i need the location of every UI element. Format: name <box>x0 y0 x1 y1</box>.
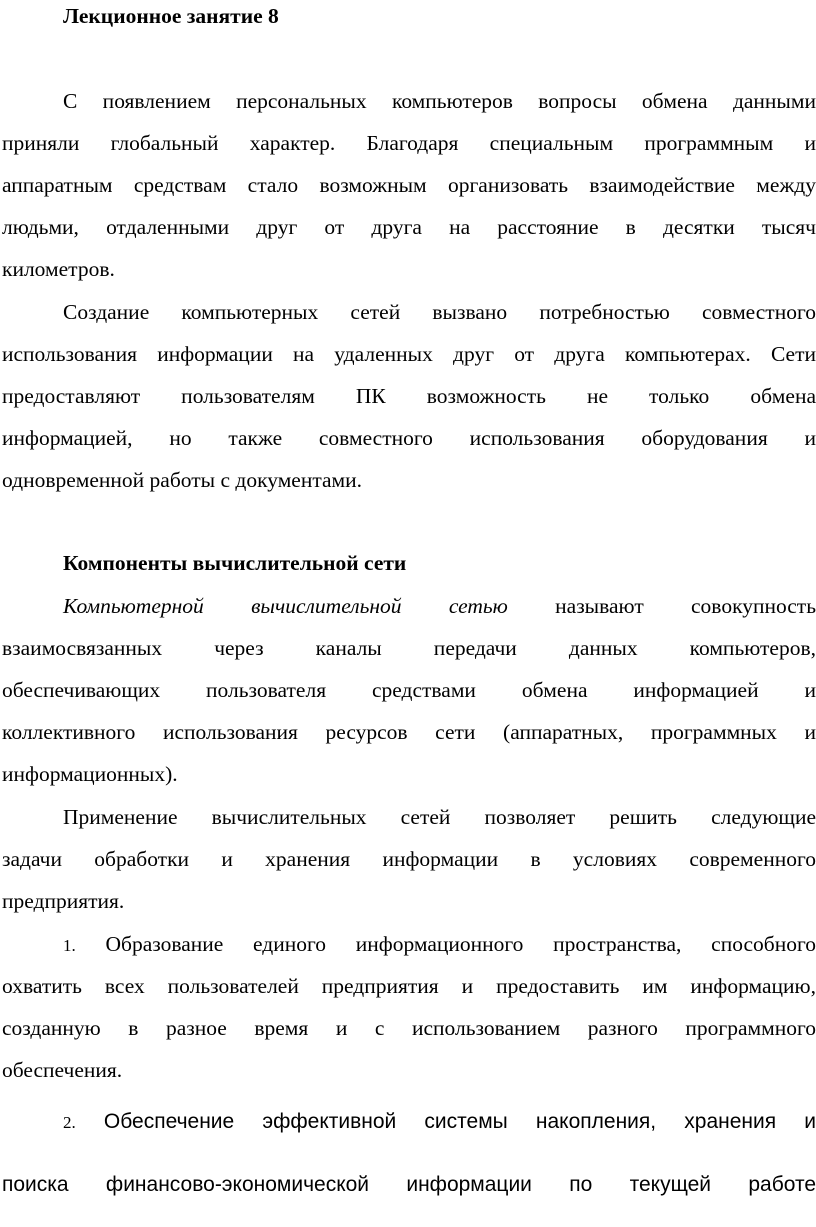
list-item-first-line <box>63 1110 816 1134</box>
paragraph-line: Создание компьютерных сетей вызвано потребностью совместного <box>63 300 816 324</box>
list-item-number: 2. <box>63 1113 76 1132</box>
definition-text: называют совокупность <box>555 594 816 618</box>
list-item-text: Образование единого информационного пространства, способного <box>105 932 816 956</box>
paragraph-line <box>63 594 816 619</box>
list-item-first-line <box>63 932 816 957</box>
paragraph-line: километров. <box>2 257 115 281</box>
paragraph-line: коллективного использования ресурсов сети (аппаратных, программных и <box>2 720 816 744</box>
list-item-text: Обеспечение эффективной системы накопления, хранения и <box>103 1110 816 1133</box>
list-item-number: 1. <box>63 936 76 955</box>
section-heading: Компоненты вычислительной сети <box>63 551 407 575</box>
paragraph-line: приняли глобальный характер. Благодаря специальным программным и <box>2 131 816 155</box>
paragraph-line: использования информации на удаленных друг от друга компьютерах. Сети <box>2 342 816 366</box>
paragraph-line: людьми, отдаленными друг от друга на расстояние в десятки тысяч <box>2 215 816 239</box>
paragraph-line: созданную в разное время и с использованием разного программного <box>2 1016 816 1040</box>
paragraph-line: обеспечивающих пользователя средствами обмена информацией и <box>2 678 816 702</box>
paragraph-line: поиска финансово-экономической информации по текущей работе <box>2 1173 816 1196</box>
paragraph-line: одновременной работы с документами. <box>2 468 363 492</box>
paragraph-line: информацией, но также совместного использования оборудования и <box>2 426 816 450</box>
paragraph-line: предприятия. <box>2 889 125 913</box>
paragraph-line: С появлением персональных компьютеров вопросы обмена данными <box>63 89 816 113</box>
paragraph-line: задачи обработки и хранения информации в условиях современного <box>2 847 816 871</box>
paragraph-line: охватить всех пользователей предприятия и предоставить им информацию, <box>2 974 816 998</box>
paragraph-line: взаимосвязанных через каналы передачи данных компьютеров, <box>2 636 816 660</box>
paragraph-line: предоставляют пользователям ПК возможность не только обмена <box>2 384 816 408</box>
lecture-title: Лекционное занятие 8 <box>63 4 279 28</box>
paragraph-line: аппаратным средствам стало возможным организовать взаимодействие между <box>2 173 816 197</box>
paragraph-line: обеспечения. <box>2 1058 123 1082</box>
paragraph-line: информационных). <box>2 762 178 786</box>
paragraph-line: Применение вычислительных сетей позволяет решить следующие <box>63 805 816 829</box>
defined-term: Компьютерной вычислительной сетью <box>63 594 508 618</box>
